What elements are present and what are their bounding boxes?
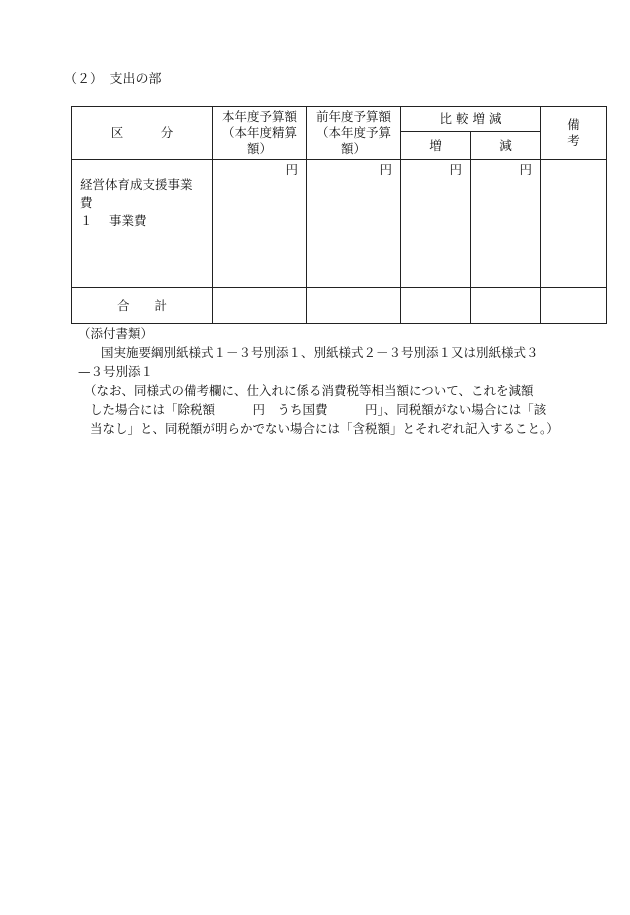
section-title: 支出の部 [109,72,162,87]
item-category: 経営体育成支援事業 費 １ 事業費 [72,160,213,288]
expenditure-table [71,106,607,324]
attached-documents-notes [78,324,588,438]
section-number: （２） [64,72,97,87]
increase-value: 円 [401,160,471,288]
notes-line-4: した場合には「除税額 円 うち国費 円」、同税額がない場合には「該 [90,402,547,417]
total-previous-budget [307,288,401,324]
notes-line-3: （なお、同様式の備考欄に、仕入れに係る消費税等相当額について、これを減額 [84,383,534,398]
header-previous-budget: 前年度予算額 （本年度予算 額） [307,107,401,160]
current-budget-value: 円 [213,160,307,288]
total-decrease [471,288,541,324]
total-current-budget [213,288,307,324]
notes-line-1: 国実施要綱別紙様式１－３号別添１、別紙様式２－３号別添１又は別紙様式３ [101,345,539,360]
total-row [72,288,607,324]
header-category: 区 分 [72,107,213,160]
item-row [72,160,607,288]
notes-line-5: 当なし」と、同税額が明らかでない場合には「含税額」とそれぞれ記入すること。） [90,421,559,436]
header-remarks: 備 考 [541,107,607,160]
header-comparison: 比 較 増 減 [401,107,541,132]
section-heading [64,68,162,87]
notes-line-2: —３号別添１ [78,364,154,379]
header-increase: 増 [401,132,471,160]
header-row-1 [72,107,607,132]
header-current-budget: 本年度予算額 （本年度精算 額） [213,107,307,160]
remarks-value [541,160,607,288]
previous-budget-value: 円 [307,160,401,288]
total-increase [401,288,471,324]
decrease-value: 円 [471,160,541,288]
notes-heading: （添付書類） [78,326,154,341]
header-decrease: 減 [471,132,541,160]
total-label: 合 計 [72,288,213,324]
total-remarks [541,288,607,324]
